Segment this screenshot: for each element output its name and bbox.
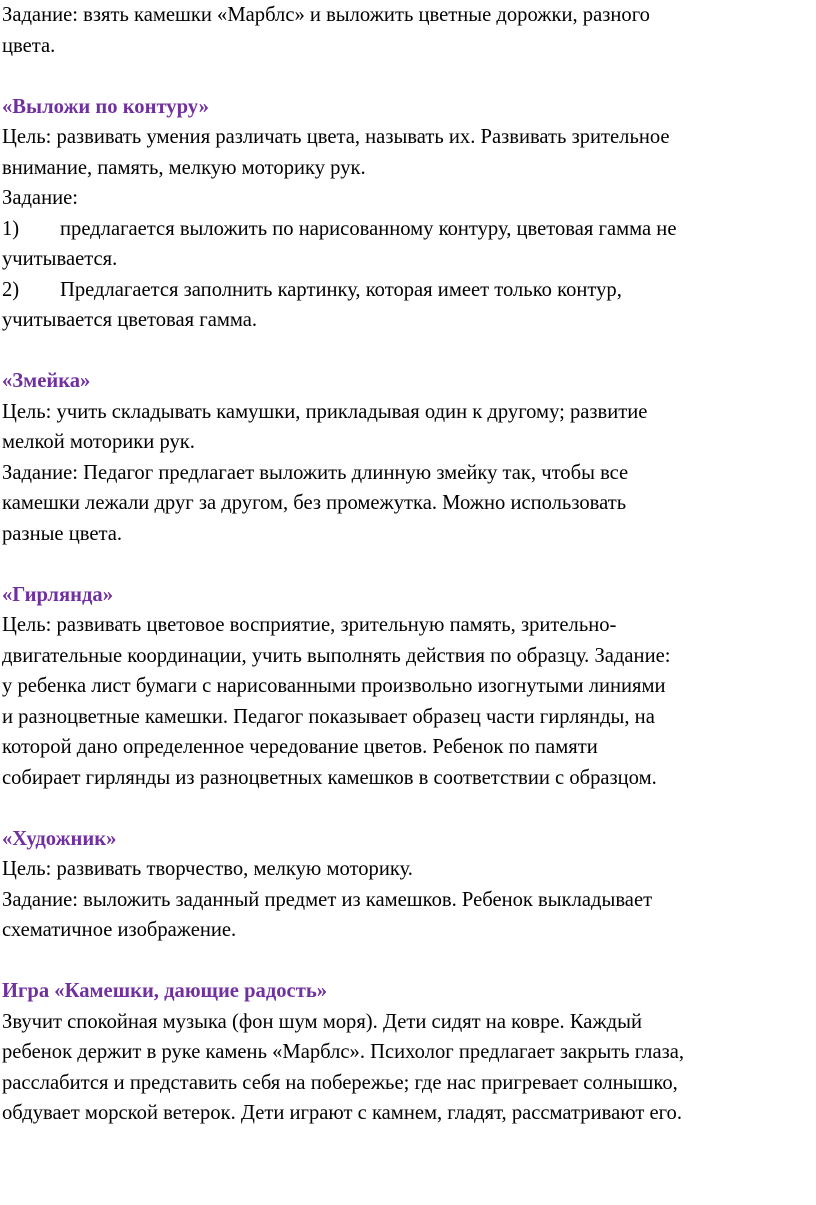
intro-line-1: Задание: взять камешки «Марблс» и выложить цветные дорожки, разного	[2, 4, 650, 26]
section-line: и разноцветные камешки. Педагог показывает образец части гирлянды, на	[2, 705, 655, 728]
section-heading: «Змейка»	[2, 370, 91, 392]
section-heading: «Художник»	[2, 827, 117, 850]
item-continuation: учитывается цветовая гамма.	[2, 309, 258, 331]
section-line: которой дано определенное чередование цветов. Ребенок по памяти	[2, 736, 598, 758]
intro-line-2: цвета.	[2, 34, 56, 57]
item-number: 2)	[2, 278, 20, 301]
section-line: двигательные координации, учить выполнять действия по образцу. Задание:	[2, 644, 671, 667]
spacer	[2, 946, 814, 977]
section-line: Задание: Педагог предлагает выложить длинную змейку так, чтобы все	[2, 461, 629, 484]
section-line: Задание:	[2, 187, 78, 209]
section-line: Цель: развивать творчество, мелкую моторику.	[2, 858, 413, 880]
section-line: расслабится и представить себя на побережье; где нас пригревает солнышко,	[2, 1071, 678, 1094]
section-line: Задание: выложить заданный предмет из камешков. Ребенок выкладывает	[2, 888, 653, 911]
section-line: ребенок держит в руке камень «Марблс». Психолог предлагает закрыть глаза,	[2, 1041, 685, 1063]
item-text: предлагается выложить по нарисованному контуру, цветовая гамма не	[60, 217, 677, 240]
section-heading: «Гирлянда»	[2, 583, 113, 606]
section-kameshki-dayushchie-radost	[2, 976, 814, 1129]
section-khudozhnik	[2, 824, 814, 946]
section-zmeyka	[2, 366, 814, 549]
section-line: внимание, память, мелкую моторику рук.	[2, 156, 366, 179]
section-heading: «Выложи по контуру»	[2, 95, 209, 118]
document-page	[2, 0, 814, 1129]
section-line: разные цвета.	[2, 522, 123, 545]
spacer	[2, 336, 814, 367]
item-continuation: учитывается.	[2, 248, 118, 270]
numbered-item	[2, 214, 814, 245]
section-line: Цель: развивать умения различать цвета, называть их. Развивать зрительное	[2, 126, 670, 148]
spacer	[2, 549, 814, 580]
section-line: Цель: учить складывать камушки, прикладывая один к другому; развитие	[2, 400, 648, 423]
item-text: Предлагается заполнить картинку, которая имеет только контур,	[60, 278, 622, 301]
section-line: Звучит спокойная музыка (фон шум моря). Дети сидят на ковре. Каждый	[2, 1010, 643, 1033]
section-line: Цель: развивать цветовое восприятие, зрительную память, зрительно-	[2, 614, 617, 636]
section-girlyanda	[2, 580, 814, 794]
section-line: схематичное изображение.	[2, 919, 237, 941]
item-number: 1)	[2, 217, 20, 240]
section-line: камешки лежали друг за другом, без промежутка. Можно использовать	[2, 492, 627, 514]
section-line: собирает гирлянды из разноцветных камешков в соответствии с образцом.	[2, 766, 657, 789]
section-line: у ребенка лист бумаги с нарисованными произвольно изогнутыми линиями	[2, 675, 666, 697]
spacer	[2, 61, 814, 92]
numbered-item	[2, 275, 814, 306]
section-vylozhi-po-konturu	[2, 92, 814, 336]
section-line: мелкой моторики рук.	[2, 431, 195, 453]
section-line: обдувает морской ветерок. Дети играют с камнем, гладят, рассматривают его.	[2, 1102, 682, 1124]
spacer	[2, 793, 814, 824]
section-heading: Игра «Камешки, дающие радость»	[2, 980, 328, 1002]
